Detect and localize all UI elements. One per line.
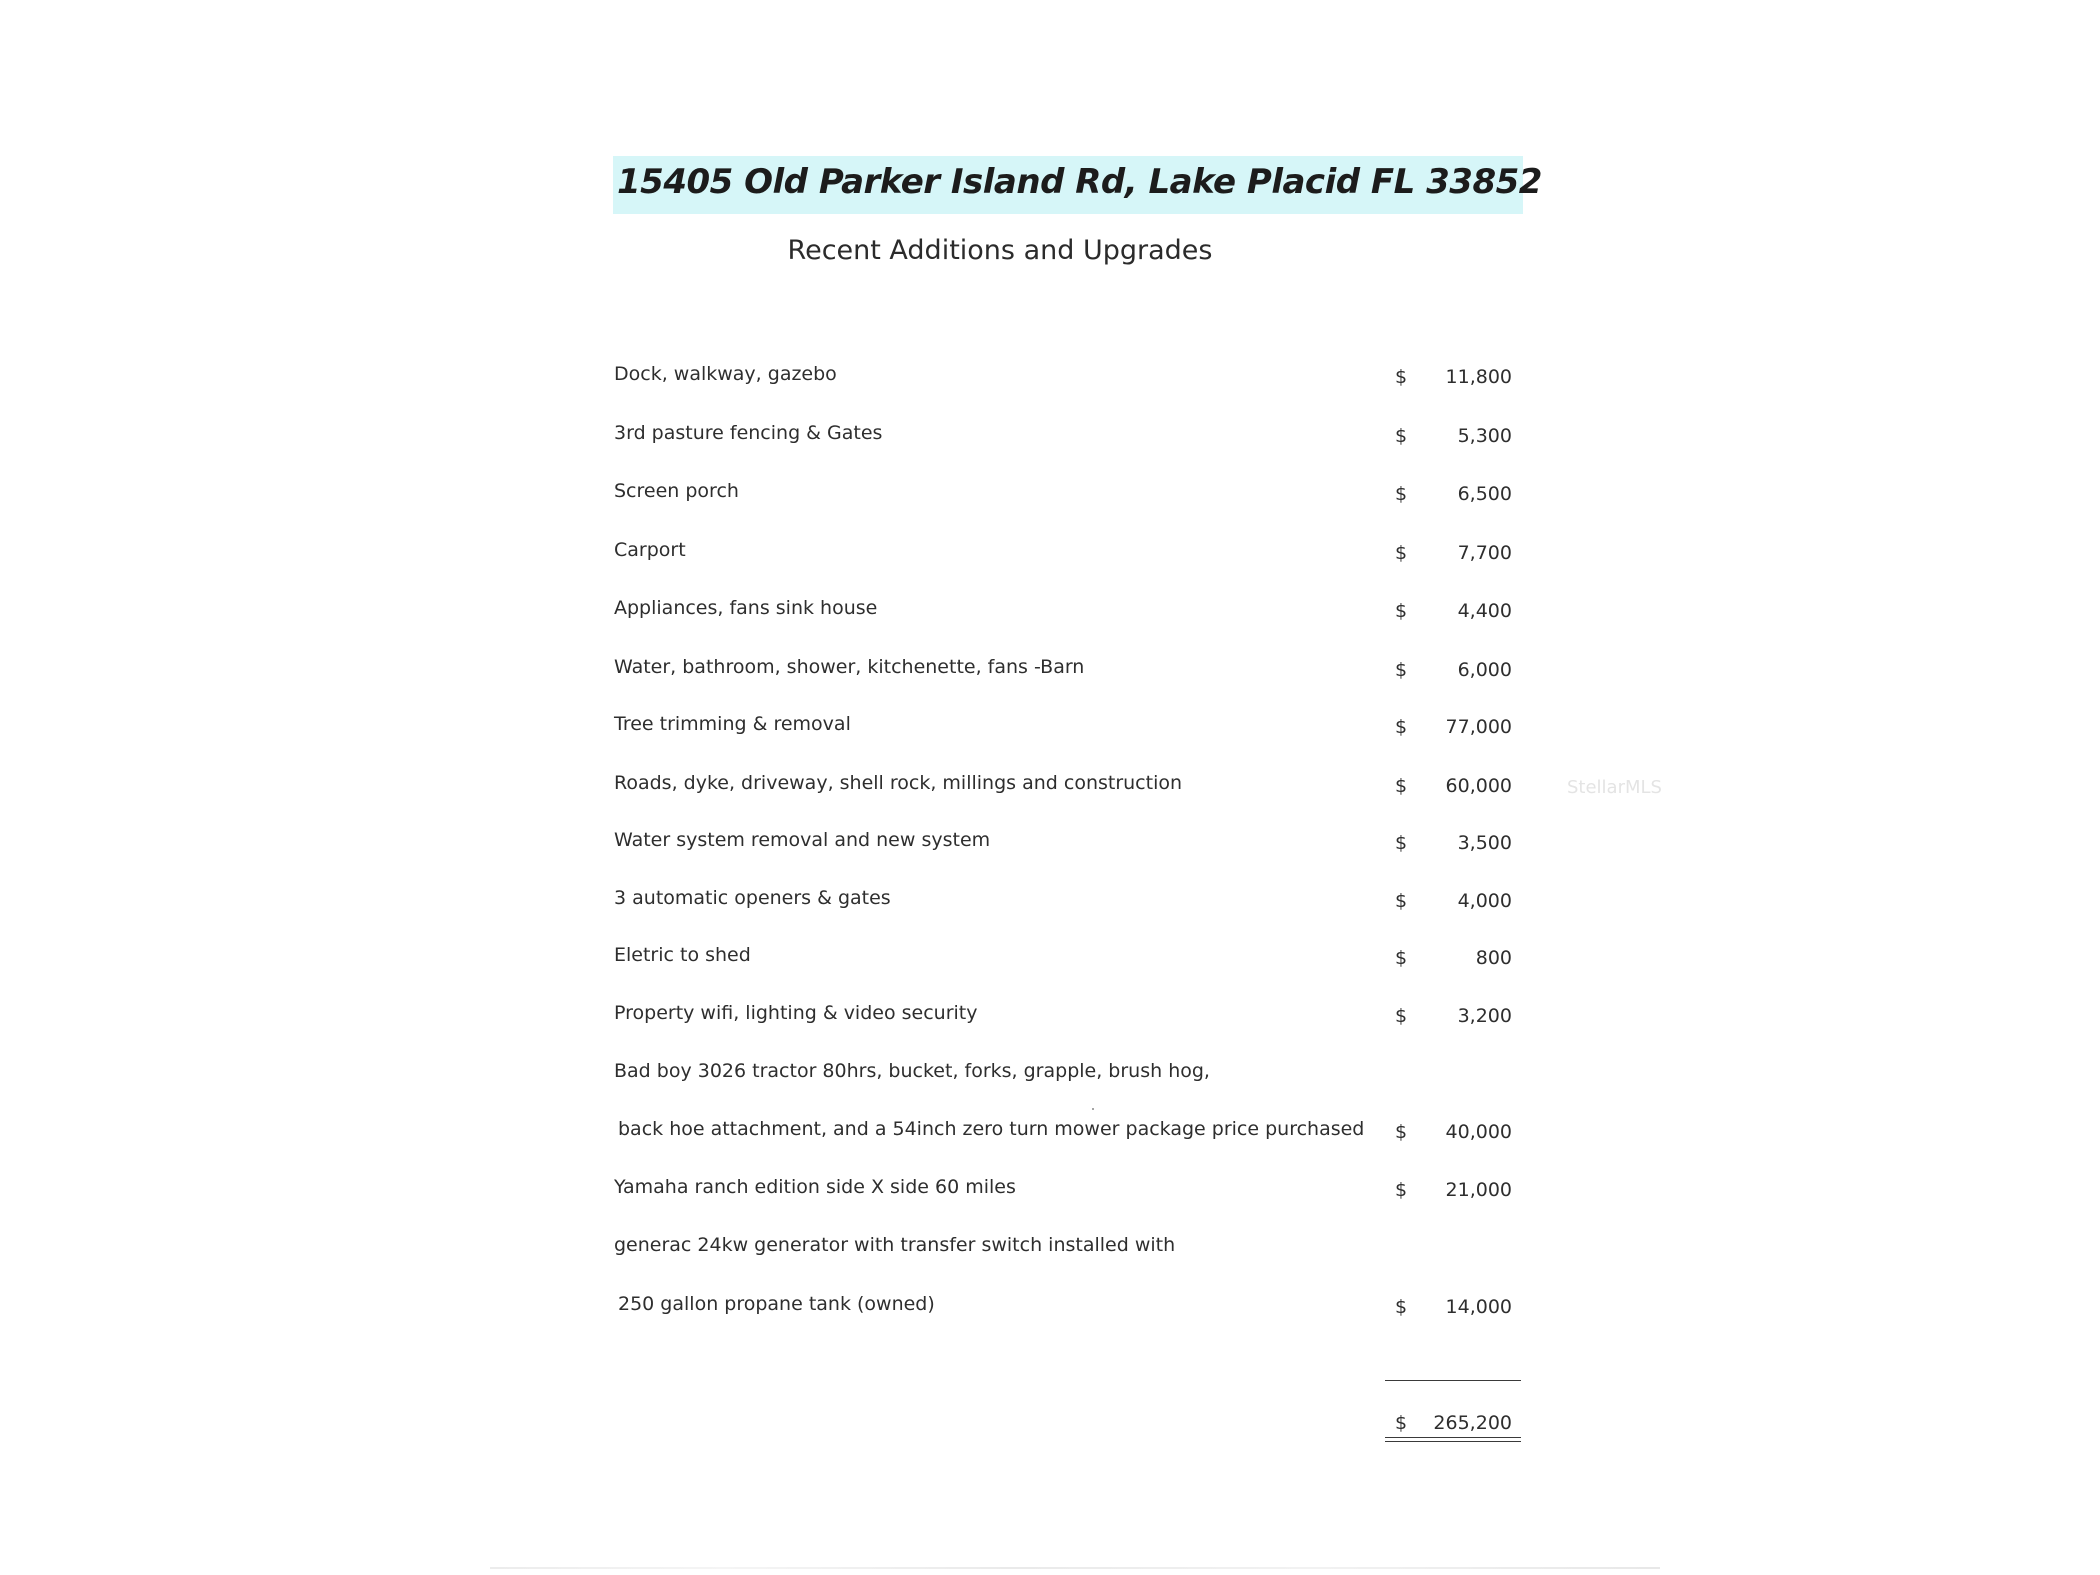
line-item-row [0,772,2100,812]
document-subtitle: Recent Additions and Upgrades [787,235,1213,266]
item-amount: 800 [1475,947,1512,969]
currency-symbol: $ [1395,366,1408,388]
line-item-row [0,1176,2100,1216]
line-item-row [0,1234,2100,1274]
item-description: Bad boy 3026 tractor 80hrs, bucket, forks, grapple, brush hog, [614,1060,1210,1082]
currency-symbol: $ [1395,832,1408,854]
total-amount: 265,200 [1433,1412,1512,1434]
scan-speck [1092,1108,1094,1110]
item-description: 3rd pasture fencing & Gates [614,422,883,444]
currency-symbol: $ [1395,716,1408,738]
item-amount: 14,000 [1445,1296,1512,1318]
line-item-row [0,713,2100,753]
item-amount: 3,500 [1457,832,1512,854]
scan-edge [490,1567,1660,1569]
line-item-row [0,597,2100,637]
item-amount: 4,400 [1457,600,1512,622]
line-item-row [0,539,2100,579]
total-double-rule [1385,1437,1521,1442]
item-description: Carport [614,539,686,561]
item-description: 250 gallon propane tank (owned) [618,1293,935,1315]
watermark: StellarMLS [1567,777,1662,798]
line-item-row [0,422,2100,462]
item-description: Eletric to shed [614,944,751,966]
line-item-row [0,480,2100,520]
item-amount: 7,700 [1457,542,1512,564]
currency-symbol: $ [1395,425,1408,447]
item-description: Appliances, fans sink house [614,597,878,619]
item-description: back hoe attachment, and a 54inch zero turn mower package price purchased [618,1118,1365,1140]
currency-symbol: $ [1395,947,1408,969]
currency-symbol: $ [1395,659,1408,681]
currency-symbol: $ [1395,1296,1408,1318]
item-amount: 6,500 [1457,483,1512,505]
line-item-row [0,1002,2100,1042]
item-description: Water, bathroom, shower, kitchenette, fans -Barn [614,656,1085,678]
line-item-row [0,656,2100,696]
item-description: Roads, dyke, driveway, shell rock, millings and construction [614,772,1183,794]
currency-symbol: $ [1395,1121,1408,1143]
item-description: generac 24kw generator with transfer switch installed with [614,1234,1176,1256]
currency-symbol: $ [1395,1179,1408,1201]
item-amount: 5,300 [1457,425,1512,447]
currency-symbol: $ [1395,483,1408,505]
item-description: 3 automatic openers & gates [614,887,891,909]
item-amount: 60,000 [1445,775,1512,797]
item-description: Tree trimming & removal [614,713,851,735]
item-amount: 40,000 [1445,1121,1512,1143]
item-amount: 21,000 [1445,1179,1512,1201]
item-amount: 11,800 [1445,366,1512,388]
line-item-row [0,363,2100,403]
item-amount: 6,000 [1457,659,1512,681]
line-item-row [0,887,2100,927]
currency-symbol: $ [1395,890,1408,912]
sum-rule [1385,1380,1521,1381]
line-item-row [0,829,2100,869]
item-amount: 4,000 [1457,890,1512,912]
currency-symbol: $ [1395,542,1408,564]
currency-symbol: $ [1395,600,1408,622]
item-description: Water system removal and new system [614,829,991,851]
currency-symbol: $ [1395,1005,1408,1027]
line-item-row [0,1060,2100,1100]
document-title: 15405 Old Parker Island Rd, Lake Placid FL 33852 [617,162,1542,202]
item-description: Screen porch [614,480,739,502]
item-description: Dock, walkway, gazebo [614,363,837,385]
line-item-row [0,944,2100,984]
total-row [0,1412,2100,1452]
currency-symbol: $ [1395,775,1408,797]
item-description: Property wifi, lighting & video security [614,1002,978,1024]
item-description: Yamaha ranch edition side X side 60 miles [614,1176,1016,1198]
item-amount: 3,200 [1457,1005,1512,1027]
line-item-row [0,1118,2100,1158]
currency-symbol: $ [1395,1412,1408,1434]
item-amount: 77,000 [1445,716,1512,738]
line-item-row [0,1293,2100,1333]
